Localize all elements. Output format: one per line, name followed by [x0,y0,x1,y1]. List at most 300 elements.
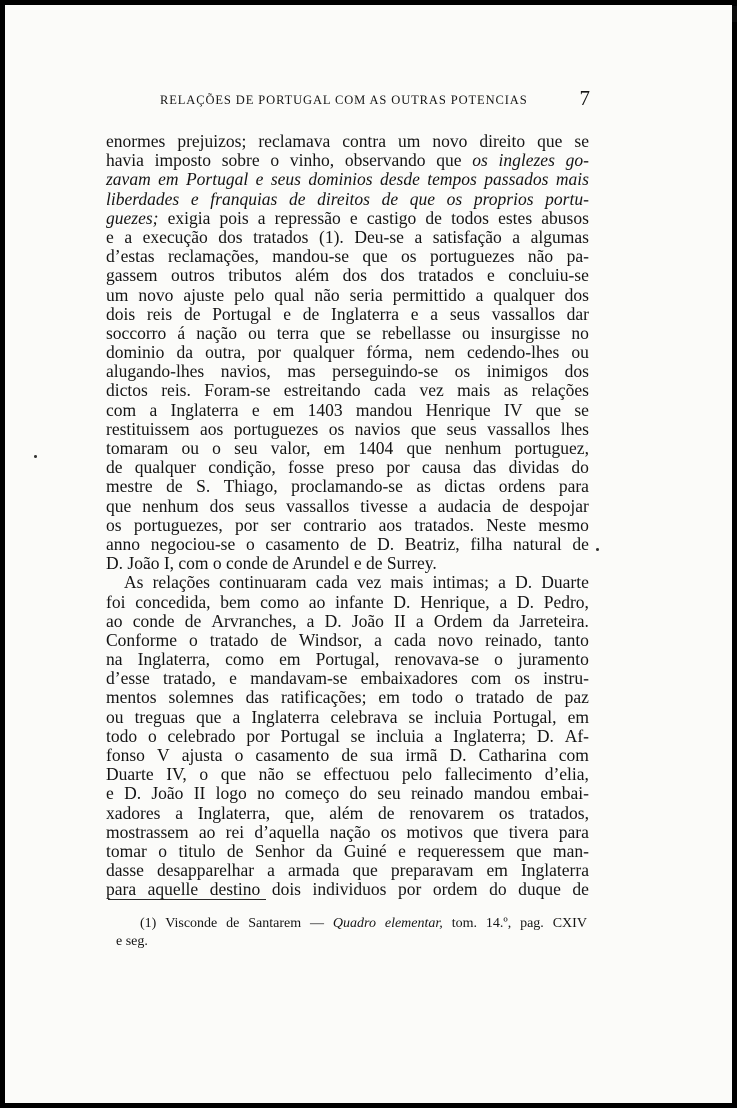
paragraph-word: fallecimento [444,764,533,785]
paragraph-word: aquelle [147,879,199,900]
paragraph-word: os [106,514,122,535]
paragraph-word: despojar [529,495,589,516]
footnote-word: (1) [140,916,157,931]
paragraph-word: renovarem [409,802,485,823]
paragraph-line [106,497,589,516]
paragraph-word: portuguezes, [133,514,223,535]
paragraph-word: o [199,764,209,785]
paragraph-word: das [473,457,497,478]
paragraph-word: ajuste [183,284,225,305]
paragraph-word: outros [170,265,215,286]
paragraph-line [106,420,589,439]
paragraph-word: que [516,840,542,861]
paragraph-word: foi [106,591,126,612]
paragraph-word: nem [424,342,455,363]
paragraph-word: a [475,284,484,305]
paragraph-word: dos [564,284,589,305]
paragraph-word: d’estas [106,246,155,267]
paragraph-word: de [183,303,201,324]
paragraph-word: na [106,649,123,670]
paragraph-word: todo [411,687,443,708]
paragraph-word: ao [308,591,326,612]
paragraph-word: os [454,361,471,382]
paragraph-word: aos [378,514,402,535]
paragraph-word: incluia [376,725,424,746]
paragraph-word: qual [274,284,305,305]
paragraph-word: com [471,668,502,689]
paragraph-word: portuguezes [429,246,515,267]
paragraph-word: com [558,745,589,765]
footnote-word: — [310,916,325,931]
paragraph-word: de [572,533,589,554]
paragraph-word: causa [421,457,461,478]
paragraph-word: II [193,783,206,804]
paragraph-word: o [245,533,255,554]
paragraph-word: dois [106,303,136,324]
paragraph-word: Thiago, [223,476,278,497]
paragraph-word: d’aquella [254,821,320,842]
paragraph-word: mostrassem [106,821,189,842]
paragraph-word: a [415,610,424,631]
paragraph-word: pois [219,207,249,228]
paragraph-word: todo [106,725,138,746]
paragraph-word: João [151,783,184,804]
paragraph-word: para [558,476,589,497]
paragraph-word: tivesse [360,495,408,516]
paragraph-word: da [315,840,333,861]
paragraph-word: zavam [106,169,151,190]
paragraph-word: concedida, [135,591,211,612]
paragraph-word: Inglaterra, [137,649,211,670]
paragraph-word: a [124,226,133,247]
paragraph-line [106,823,589,842]
paragraph-word: a [512,226,521,247]
paragraph-word: casamento [265,533,340,554]
paragraph-word: o [234,745,244,765]
paragraph-line [106,151,589,170]
paragraph-word: man- [553,840,589,861]
paragraph-word: a [430,303,439,324]
paragraph-word: dasse [106,860,144,881]
paragraph-word: sobre [221,150,260,171]
paragraph-word: treguas [134,706,186,727]
footnote-word: elementar, [384,916,443,931]
paragraph-word: Henrique [425,399,491,420]
paragraph-word: incluia [434,706,482,727]
paragraph-word: prejuizos; [177,131,247,151]
paragraph-line [106,209,589,228]
paragraph-line [106,804,589,823]
paragraph-word: II [394,610,406,631]
paragraph-word: mentos [106,687,157,708]
paragraph-word: Ordem [433,610,483,631]
paragraph-word: alugando-lhes [106,361,205,382]
paragraph-word: todos [451,207,489,228]
paragraph-line [106,170,589,189]
paragraph-word: fórma, [366,342,413,363]
paragraph-word: que [436,150,462,171]
paragraph-word: reis. [161,380,191,401]
paragraph-word: e [398,840,406,861]
paragraph-word: restituissem [106,418,190,439]
paragraph-word: a [257,207,266,228]
paragraph-word: pelo [234,284,265,305]
paragraph-word: desde [380,169,420,190]
paragraph-word: novo [438,629,474,650]
paragraph-word: vinho, [289,150,335,171]
paragraph-word: observando [344,150,426,171]
paragraph-line [106,343,589,362]
paragraph-word: tratados [418,265,474,286]
paragraph-word: a [498,572,506,593]
paragraph-word: relações [152,572,210,593]
paragraph-word: ou [462,322,480,343]
paragraph-word: e [283,303,292,324]
paragraph-word: dominios [308,169,373,190]
paragraph-word: xadores [106,802,161,823]
paragraph-word: D. [377,533,395,554]
paragraph-word: IV, [166,764,187,785]
page-header [105,86,590,116]
paragraph-word: aos [200,418,224,439]
paragraph-word: vassallos [491,303,555,324]
paragraph-line [106,593,589,612]
paragraph-word: tomaram [106,438,169,458]
paragraph-word: que [473,821,499,842]
paragraph-word: se [356,322,371,343]
paragraph-line [106,190,589,209]
paragraph-word: dos [342,265,367,286]
paragraph-word: paz [564,687,589,708]
paragraph-word: tempos [427,169,477,190]
footnote-word: Visconde [165,916,218,931]
paragraph-word: no [571,322,589,343]
paragraph-word: outra, [205,342,246,363]
paragraph-word: Portugal, [492,706,557,727]
paragraph-word: infante [335,591,384,612]
paragraph-word: relações [531,380,589,401]
paragraph-word: perseguindo-se [332,361,439,382]
paragraph-word: Beatriz, [404,533,460,554]
paragraph-word: intimas; [432,572,489,593]
paragraph-word: se [574,131,589,151]
paragraph-word: Senhor [254,840,305,861]
paragraph-word: Inglaterra, [197,802,271,823]
paragraph-line [106,362,589,381]
running-title: RELAÇÕES DE PORTUGAL COM AS OUTRAS POTENCIAS [160,93,528,107]
paragraph-word: D. [124,783,142,804]
paragraph-word: um [106,284,129,305]
paragraph-line [106,727,589,746]
paragraph-word: logo [215,783,247,804]
paragraph-word: cada [315,572,348,593]
paragraph-word: dictos [106,380,148,401]
paragraph-word: repressão [274,207,341,228]
paragraph-word: não [258,764,284,785]
paragraph-word: V [156,745,170,765]
paragraph-word: havia [106,150,144,171]
paragraph-word: vassallos [487,418,551,439]
paragraph-word: D. [324,610,342,631]
paragraph-word: dominio [106,342,165,363]
paragraph-word: mandou [355,399,413,420]
paragraph-word: o [454,687,464,708]
paragraph-word: o [147,725,157,746]
paragraph-word: preso [336,457,375,478]
paragraph-word: dividas [508,457,560,478]
paragraph-word: mais [390,572,424,593]
paragraph-word: vassallos [286,495,350,516]
paragraph-word: com [106,399,137,420]
paragraph-line [106,477,589,496]
paragraph-word: Guiné [343,840,387,861]
body-text [106,132,589,900]
paragraph-word: e [251,399,260,420]
paragraph-word: As [124,572,144,593]
paragraph-word: e [349,207,358,228]
paragraph-word: pa- [566,246,589,267]
paragraph-word: no [257,783,275,804]
paragraph-word: em [158,169,179,190]
paragraph-word: o [158,840,168,861]
paragraph-word: liberdades [106,188,180,209]
paragraph-word: mas [287,361,316,382]
paragraph-word: Catharina [478,745,547,765]
footnote-word: CXIV [552,916,587,931]
paragraph-word: que [106,495,132,516]
paragraph-word: os [514,668,530,689]
paragraph-word: do [489,879,507,900]
paragraph-word: rebellasse [381,322,451,343]
paragraph-word: começo [284,783,340,804]
paragraph-word: um [398,131,421,151]
paragraph-word: que [535,399,562,420]
paragraph-word: satisfação [432,226,502,247]
paragraph-word: S. [196,476,211,497]
paragraph-word: dar [566,303,589,324]
paragraph-word: e [255,169,264,190]
paragraph-word: para [558,821,589,842]
paragraph-word: navios, [220,361,271,382]
paragraph-word: direitos [317,188,370,209]
footnote-word: Quadro [332,916,376,931]
paragraph-word: a [414,226,423,247]
paragraph-word: Inglaterra; [453,725,527,746]
paragraph-word: ordem [432,879,478,900]
paragraph-word: motivos [406,821,463,842]
paragraph-word: além [329,802,364,823]
paragraph-word: d’esse [106,668,150,689]
paragraph-word: seria [349,284,383,305]
paragraph-word: D. [393,591,411,612]
paragraph-word: estes [498,207,533,228]
paragraph-word: D. [515,572,533,593]
paragraph-word: go- [565,150,589,171]
paragraph-word: de [270,629,287,650]
paragraph-word: celebrado [167,725,236,746]
paragraph-word: D. [449,745,467,765]
footnote-line [116,915,587,933]
paragraph-word: execução [142,226,208,247]
paragraph-word: que [410,418,437,439]
paragraph-word: cada [393,629,427,650]
paragraph-word: dos [564,361,589,382]
paragraph-word: nação [196,322,238,343]
paragraph-line [106,286,589,305]
paragraph-line [106,439,589,458]
paragraph-word: bem [220,591,251,612]
paragraph-word: natural [513,533,562,554]
paragraph-word: que [220,764,246,785]
paragraph-word: irmã [405,745,438,765]
paragraph-line [106,784,589,803]
paragraph-word: de [378,802,395,823]
paragraph-word: Duarte [106,764,154,785]
paragraph-word: que [537,131,563,151]
paragraph-word: nenhum [444,438,502,458]
paragraph-word: seus [270,169,301,190]
paragraph-word: em [272,399,295,420]
paragraph-word: de [289,188,306,209]
paragraph-word: de [502,495,519,516]
paragraph-word: tratados. [414,514,475,535]
paragraph-word: ajusta [181,745,223,765]
paragraph-word: o [212,438,221,458]
footnote-segment: e seg. [116,934,148,949]
footnote [116,915,587,951]
paragraph-word: reinado [410,783,464,804]
paragraph-word: mandavam-se [250,668,348,689]
paragraph-word: condição, [208,457,276,478]
paragraph-word: seu [234,438,258,458]
paragraph-word: ratificações; [280,687,367,708]
paragraph-word: audacia [437,495,492,516]
paragraph-word: Portugal [212,303,272,324]
paragraph-word: proclamando-se [291,476,403,497]
paragraph-word: vez [356,572,382,593]
paragraph-word: direito [479,131,526,151]
paragraph-word: de [166,476,183,497]
paragraph-word: cedendo-lhes [466,342,560,363]
paragraph-word: Arvranches, [211,610,297,631]
paragraph-word: tratados [253,226,309,247]
paragraph-word: se [574,399,589,420]
paragraph-word: Inglaterra [170,399,239,420]
paragraph-word: tomar [106,840,147,861]
paragraph-word: a [149,399,158,420]
paragraph-word: por [235,514,259,535]
paragraph-line [106,247,589,266]
paragraph-word: algumas [530,226,589,247]
paragraph-word: gassem [106,265,158,286]
scan-speck [34,455,37,458]
paragraph-word: dos [218,226,243,247]
paragraph-word: os [380,821,397,842]
footnote-line [116,933,587,951]
paragraph-word: das [245,687,269,708]
paragraph-word: IV [504,399,523,420]
footnote-word: de [226,916,240,931]
paragraph-word: seus [244,495,276,516]
paragraph-word: as [503,380,519,401]
paragraph-word: Af- [564,725,589,746]
paragraph-word: como [225,649,265,670]
paragraph-word: os [446,188,463,209]
paragraph-line [106,765,589,784]
paragraph-word: a [267,860,275,881]
paragraph-word: por [257,342,281,363]
paragraph-word: navios [354,418,401,439]
paragraph-word: contra [342,131,386,151]
paragraph-word: filha [470,533,503,554]
paragraph-word: e [410,303,419,324]
paragraph-word: que [352,860,378,881]
paragraph-word: proprios [473,188,534,209]
paragraph-word: franquias [210,188,278,209]
paragraph-word: de [425,207,442,228]
paragraph-word: tributos [228,265,282,286]
paragraph-word: á [177,322,186,343]
paragraph-word: os [472,150,488,171]
paragraph-word: da [176,342,193,363]
paragraph-word: Inglaterra [331,303,400,324]
paragraph-word: Conforme [106,629,177,650]
paragraph-line [106,746,589,765]
paragraph-word: nenhum [142,495,199,516]
paragraph-word: Windsor, [298,629,363,650]
paragraph-word: além [295,265,330,286]
paragraph-word: 1404 [358,438,394,458]
paragraph-word: do [349,783,368,804]
paragraph-line [106,228,589,247]
paragraph-word: por [246,725,270,746]
paragraph-word: se [350,725,366,746]
paragraph-word: de [341,745,358,765]
paragraph-word: qualquer [134,457,196,478]
paragraph-word: embaixadores [360,668,458,689]
paragraph-word: seu [377,783,401,804]
paragraph-word: em [279,649,301,670]
paragraph-line [106,688,589,707]
paragraph-word: novo [432,131,468,151]
paragraph-word: Inglaterra [251,706,320,727]
paragraph-line [106,401,589,420]
paragraph-word: Neste [486,514,527,535]
paragraph-word: se [296,764,311,785]
paragraph-word: seus [449,303,480,324]
paragraph-word: Portugal [185,169,249,190]
paragraph-word: tratado [475,687,525,708]
paragraph-word: da [492,610,510,631]
paragraph-word: fosse [288,457,324,478]
paragraph-word: dos [380,265,405,286]
paragraph-line [106,516,589,535]
paragraph-word: effectuou [323,764,390,785]
paragraph-word: abusos [541,207,589,228]
paragraph-word: Portugal, [315,649,380,670]
paragraph-word: de [381,188,399,209]
paragraph-word: os [401,246,417,267]
paragraph-line [106,381,589,400]
paragraph-word: Jarreteira. [519,610,589,631]
paragraph-word: em [323,438,345,458]
paragraph-word: tivera [508,821,549,842]
paragraph-word: portu- [545,188,589,209]
paragraph-word: que [406,438,432,458]
paragraph-word: renovava-se [394,649,479,670]
paragraph-word: D. [536,725,554,746]
paragraph-word: Pedro, [543,591,589,612]
